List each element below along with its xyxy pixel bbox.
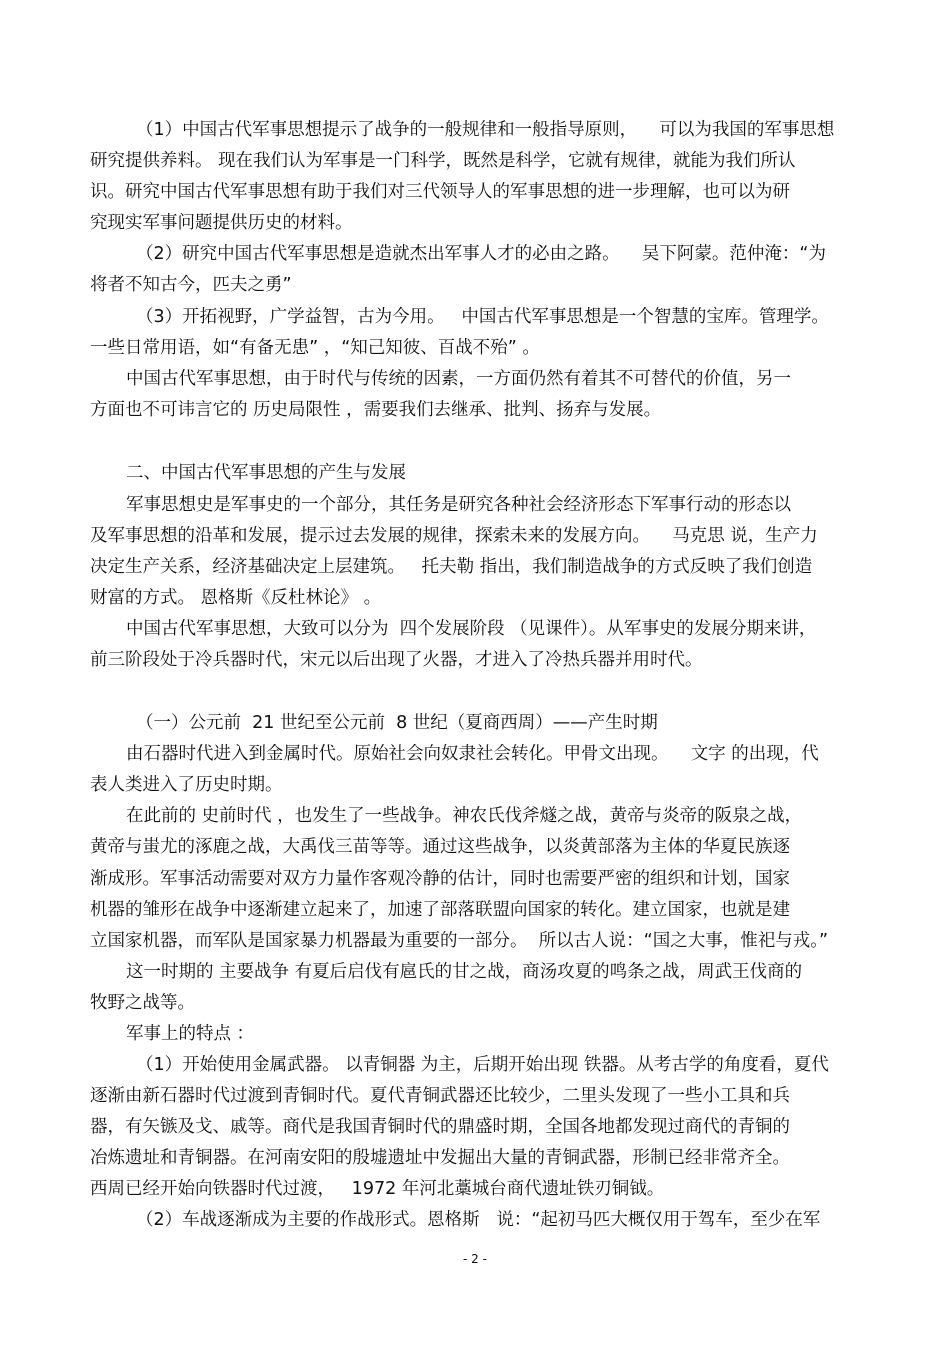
text-line: 牧野之战等。 xyxy=(90,993,195,1013)
text-line: 由石器时代进入到金属时代。原始社会向奴隶社会转化。甲骨文出现。 文字 的出现，代 xyxy=(126,744,819,764)
text-line: 西周已经开始向铁器时代过渡， 1972 年河北藁城台商代遗址铁刃铜钺。 xyxy=(90,1179,665,1199)
text-line: 器，有矢镞及戈、戚等。商代是我国青铜时代的鼎盛时期，全国各地都发现过商代的青铜的 xyxy=(90,1117,790,1137)
text-line: 这一时期的 主要战争 有夏后启伐有扈氏的甘之战，商汤攻夏的鸣条之战，周武王伐商的 xyxy=(126,962,803,982)
text-line: 表人类进入了历史时期。 xyxy=(90,775,283,795)
text-line: 渐成形。军事活动需要对双方力量作客观冷静的估计，同时也需要严密的组织和计划，国家 xyxy=(90,869,790,889)
text-line: 研究提供养料。 现在我们认为军事是一门科学，既然是科学，它就有规律，就能为我们所认 xyxy=(90,151,796,171)
section-heading: 二、中国古代军事思想的产生与发展 xyxy=(126,463,406,483)
text-line: 逐渐由新石器时代过渡到青铜时代。夏代青铜武器还比较少，二里头发现了一些小工具和兵 xyxy=(90,1086,790,1106)
text-line: 方面也不可讳言它的 历史局限性 ，需要我们去继承、批判、扬弃与发展。 xyxy=(90,400,662,420)
text-line: 决定生产关系，经济基础决定上层建筑。 托夫勒 指出，我们制造战争的方式反映了我们创造 xyxy=(90,557,813,577)
text-line: 机器的雏形在战争中逐渐建立起来了，加速了部落联盟向国家的转化。建立国家，也就是建 xyxy=(90,900,790,920)
page-number: - 2 - xyxy=(463,1252,487,1266)
text-line: 财富的方式。 恩格斯《反杜林论》 。 xyxy=(90,588,382,608)
text-line: 将者不知古今，匹夫之勇” xyxy=(90,275,292,295)
text-line: （1）中国古代军事思想提示了战争的一般规律和一般指导原则， 可以为我国的军事思想 xyxy=(136,120,835,140)
text-line: 在此前的 史前时代 ，也发生了一些战争。神农氏伐斧燧之战，黄帝与炎帝的阪泉之战， xyxy=(126,806,803,826)
text-line: 中国古代军事思想，由于时代与传统的因素，一方面仍然有着其不可替代的价值，另一 xyxy=(126,369,791,389)
text-line: 中国古代军事思想，大致可以分为 四个发展阶段 （见课件）。从军事史的发展分期来讲， xyxy=(126,619,817,639)
text-line: （1）开始使用金属武器。 以青铜器 为主，后期开始出现 铁器。从考古学的角度看，夏代 xyxy=(136,1055,829,1075)
text-line: 一些日常用语，如“有备无患” ，“知己知彼、百战不殆” 。 xyxy=(90,338,540,358)
text-line: 冶炼遗址和青铜器。在河南安阳的殷墟遗址中发掘出大量的青铜武器，形制已经非常齐全。 xyxy=(90,1148,790,1168)
text-line: 前三阶段处于冷兵器时代，宋元以后出现了火器，才进入了冷热兵器并用时代。 xyxy=(90,650,703,670)
subsection-heading: （一）公元前 21 世纪至公元前 8 世纪（夏商西周）——产生时期 xyxy=(136,713,658,733)
text-line: 立国家机器，而军队是国家暴力机器最为重要的一部分。 所以古人说：“国之大事，惟祀与戎。” xyxy=(90,931,829,951)
text-line: （3）开拓视野，广学益智，古为今用。 中国古代军事思想是一个智慧的宝库。管理学。 xyxy=(136,307,829,327)
text-line: （2）车战逐渐成为主要的作战形式。恩格斯 说：“起初马匹大概仅用于驾车，至少在军 xyxy=(136,1210,821,1230)
text-line: 黄帝与蚩尤的涿鹿之战，大禹伐三苗等等。通过这些战争，以炎黄部落为主体的华夏民族逐 xyxy=(90,837,790,857)
text-line: 军事思想史是军事史的一个部分，其任务是研究各种社会经济形态下军事行动的形态以 xyxy=(126,495,791,515)
text-line: 及军事思想的沿革和发展，提示过去发展的规律，探索未来的发展方向。 马克思 说，生产力 xyxy=(90,526,818,546)
text-line: 军事上的特点 ： xyxy=(126,1024,255,1044)
text-line: 识。研究中国古代军事思想有助于我们对三代领导人的军事思想的进一步理解，也可以为研 xyxy=(90,182,790,202)
text-line: 究现实军事问题提供历史的材料。 xyxy=(90,213,353,233)
text-line: （2）研究中国古代军事思想是造就杰出军事人才的必由之路。 吴下阿蒙。范仲淹：“为 xyxy=(136,244,826,264)
